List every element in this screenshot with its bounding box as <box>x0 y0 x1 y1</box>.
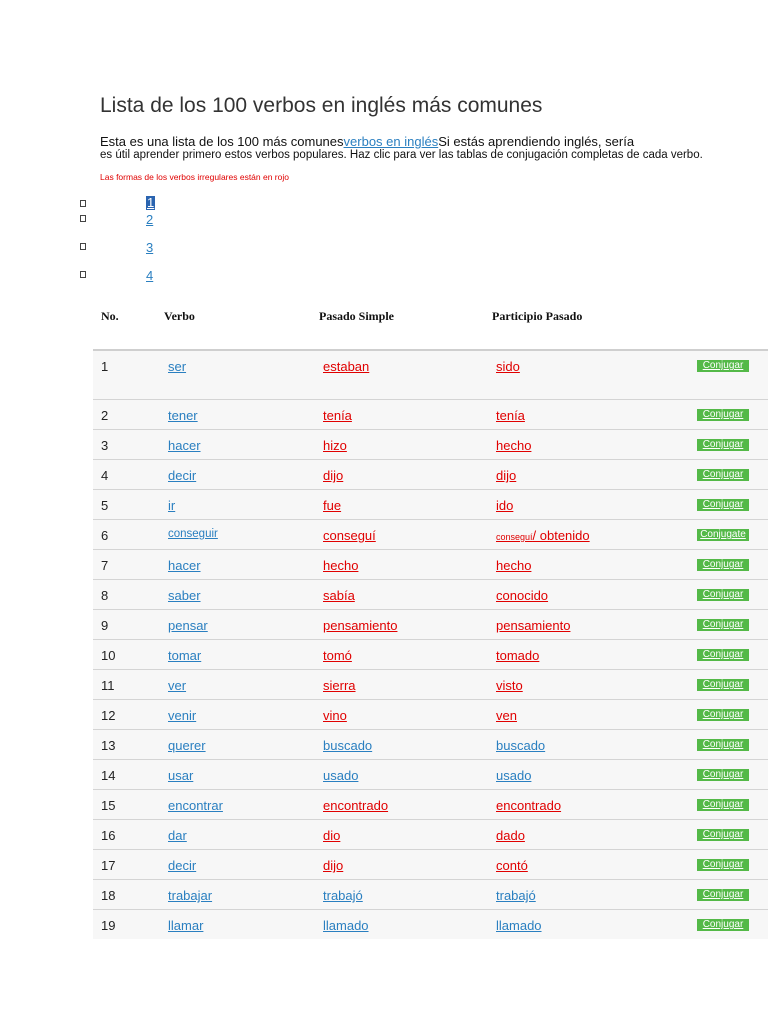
verb-link[interactable]: saber <box>168 588 201 603</box>
participle-link[interactable]: tenía <box>496 408 525 423</box>
conjugate-button[interactable]: Conjugar <box>697 559 749 571</box>
past-link[interactable]: vino <box>323 708 347 723</box>
verb-link[interactable]: ir <box>168 498 176 513</box>
conjugate-button[interactable]: Conjugar <box>697 360 749 372</box>
conjugate-button[interactable]: Conjugar <box>697 439 749 451</box>
conjugate-button[interactable]: Conjugar <box>697 799 749 811</box>
intro-line-2: es útil aprender primero estos verbos populares. Haz clic para ver las tablas de conjugación completas de cada verbo. <box>100 149 703 161</box>
conjugate-button[interactable]: Conjugar <box>697 679 749 691</box>
past-link[interactable]: llamado <box>323 918 369 933</box>
verb-link[interactable]: encontrar <box>168 798 223 813</box>
intro-text-1: Esta es una lista de los 100 más comunes <box>100 134 344 149</box>
table-row <box>93 819 768 849</box>
participle-small-text: conseguí <box>496 532 533 542</box>
participle-link[interactable]: buscado <box>496 738 546 753</box>
table-row <box>93 349 768 399</box>
past-link[interactable]: fue <box>323 498 342 513</box>
table-row <box>93 399 768 429</box>
row-number: 1 <box>101 359 109 374</box>
conjugate-button[interactable]: Conjugar <box>697 499 749 511</box>
conjugate-button[interactable]: Conjugar <box>697 649 749 661</box>
row-number: 3 <box>101 438 109 453</box>
verb-link[interactable]: llamar <box>168 918 204 933</box>
participle-link[interactable]: visto <box>496 678 523 693</box>
table-row <box>93 699 768 729</box>
verb-link[interactable]: ser <box>168 359 187 374</box>
past-link[interactable]: pensamiento <box>323 618 398 633</box>
participle-link[interactable]: dado <box>496 828 525 843</box>
past-link[interactable]: dijo <box>323 858 344 873</box>
table-row <box>93 579 768 609</box>
checkbox-icon <box>80 271 86 278</box>
conjugate-button[interactable]: Conjugar <box>697 589 749 601</box>
conjugate-button[interactable]: Conjugar <box>697 409 749 421</box>
past-link[interactable]: sierra <box>323 678 356 693</box>
row-number: 6 <box>101 528 109 543</box>
header-participle: Participio Pasado <box>492 309 583 323</box>
past-link[interactable]: dijo <box>323 468 344 483</box>
table-row <box>93 429 768 459</box>
participle-link[interactable]: contó <box>496 858 528 873</box>
conjugate-button[interactable]: Conjugar <box>697 889 749 901</box>
conjugate-button[interactable]: Conjugar <box>697 469 749 481</box>
participle-link[interactable] <box>496 528 590 543</box>
row-number: 13 <box>101 738 116 753</box>
table-row <box>93 489 768 519</box>
verb-link[interactable]: hacer <box>168 438 201 453</box>
table-row <box>93 879 768 909</box>
participle-link[interactable]: usado <box>496 768 532 783</box>
participle-link[interactable]: tomado <box>496 648 540 663</box>
conjugate-button[interactable]: Conjugar <box>697 919 749 931</box>
participle-link[interactable]: hecho <box>496 438 532 453</box>
table-row <box>93 759 768 789</box>
conjugate-button[interactable]: Conjugar <box>697 829 749 841</box>
table-row <box>93 519 768 549</box>
verb-link[interactable]: tomar <box>168 648 202 663</box>
row-number: 2 <box>101 408 109 423</box>
past-link[interactable]: hecho <box>323 558 359 573</box>
past-link[interactable]: usado <box>323 768 359 783</box>
row-number: 17 <box>101 858 116 873</box>
page-link-2[interactable]: 2 <box>146 212 154 227</box>
verb-link[interactable]: hacer <box>168 558 201 573</box>
participle-text: / obtenido <box>532 528 590 543</box>
page-title: Lista de los 100 verbos en inglés más comunes <box>100 94 543 117</box>
past-link[interactable]: sabía <box>323 588 355 603</box>
participle-link[interactable]: llamado <box>496 918 542 933</box>
row-number: 5 <box>101 498 109 513</box>
conjugate-button[interactable]: Conjugar <box>697 619 749 631</box>
table-row <box>93 639 768 669</box>
verb-link[interactable]: pensar <box>168 618 208 633</box>
english-verbs-link[interactable]: verbos en inglés <box>343 134 439 149</box>
conjugate-button[interactable]: Conjugar <box>697 739 749 751</box>
past-link[interactable]: tenía <box>323 408 352 423</box>
verb-link[interactable]: usar <box>168 768 194 783</box>
past-link[interactable]: encontrado <box>323 798 389 813</box>
row-number: 15 <box>101 798 116 813</box>
verb-link[interactable]: venir <box>168 708 197 723</box>
header-no: No. <box>101 309 119 323</box>
verb-link[interactable]: tener <box>168 408 198 423</box>
table-row <box>93 669 768 699</box>
table-row <box>93 909 768 939</box>
table-row <box>93 549 768 579</box>
verb-link[interactable]: dar <box>168 828 187 843</box>
verb-link[interactable]: querer <box>168 738 206 753</box>
irregular-note: Las formas de los verbos irregulares están en rojo <box>100 172 289 182</box>
row-number: 11 <box>101 678 115 693</box>
participle-link[interactable]: conocido <box>496 588 549 603</box>
participle-link[interactable]: hecho <box>496 558 532 573</box>
participle-link[interactable]: sido <box>496 359 520 374</box>
row-number: 12 <box>101 708 116 723</box>
row-number: 16 <box>101 828 116 843</box>
verb-link[interactable]: ver <box>168 678 187 693</box>
page-link-1[interactable]: 1 <box>147 195 155 210</box>
row-number: 8 <box>101 588 109 603</box>
page-link-4[interactable]: 4 <box>146 268 154 283</box>
past-link[interactable]: buscado <box>323 738 373 753</box>
table-row <box>93 459 768 489</box>
row-number: 9 <box>101 618 109 633</box>
past-link[interactable]: dio <box>323 828 341 843</box>
table-row <box>93 609 768 639</box>
participle-link[interactable]: encontrado <box>496 798 562 813</box>
conjugate-button[interactable]: Conjugar <box>697 709 749 721</box>
checkbox-icon <box>80 215 86 222</box>
row-number: 10 <box>101 648 116 663</box>
verb-link[interactable]: decir <box>168 468 197 483</box>
row-number: 4 <box>101 468 109 483</box>
conjugate-button[interactable]: Conjugar <box>697 769 749 781</box>
table-row <box>93 849 768 879</box>
page-link-3[interactable]: 3 <box>146 240 154 255</box>
past-link[interactable]: tomó <box>323 648 352 663</box>
checkbox-icon <box>80 200 86 207</box>
past-link[interactable]: hizo <box>323 438 347 453</box>
row-number: 14 <box>101 768 116 783</box>
verb-link[interactable]: conseguir <box>168 528 218 540</box>
verb-link[interactable]: trabajar <box>168 888 213 903</box>
participle-link[interactable]: pensamiento <box>496 618 571 633</box>
intro-line-1 <box>100 134 634 149</box>
verb-link[interactable]: decir <box>168 858 197 873</box>
table-row <box>93 789 768 819</box>
intro-text-2: Si estás aprendiendo inglés, sería <box>438 134 635 149</box>
participle-link[interactable]: trabajó <box>496 888 536 903</box>
row-number: 18 <box>101 888 116 903</box>
checkbox-icon <box>80 243 86 250</box>
verbs-table <box>93 349 768 939</box>
participle-link[interactable]: ido <box>496 498 514 513</box>
header-past: Pasado Simple <box>319 309 395 323</box>
row-number: 19 <box>101 918 116 933</box>
header-verb: Verbo <box>164 309 195 323</box>
row-number: 7 <box>101 558 109 573</box>
past-link[interactable]: trabajó <box>323 888 363 903</box>
participle-link[interactable]: ven <box>496 708 517 723</box>
conjugate-button[interactable]: Conjugate <box>697 529 749 541</box>
table-row <box>93 729 768 759</box>
past-link[interactable]: estaban <box>323 359 370 374</box>
participle-link[interactable]: dijo <box>496 468 517 483</box>
conjugate-button[interactable]: Conjugar <box>697 859 749 871</box>
past-link[interactable]: conseguí <box>323 528 376 543</box>
